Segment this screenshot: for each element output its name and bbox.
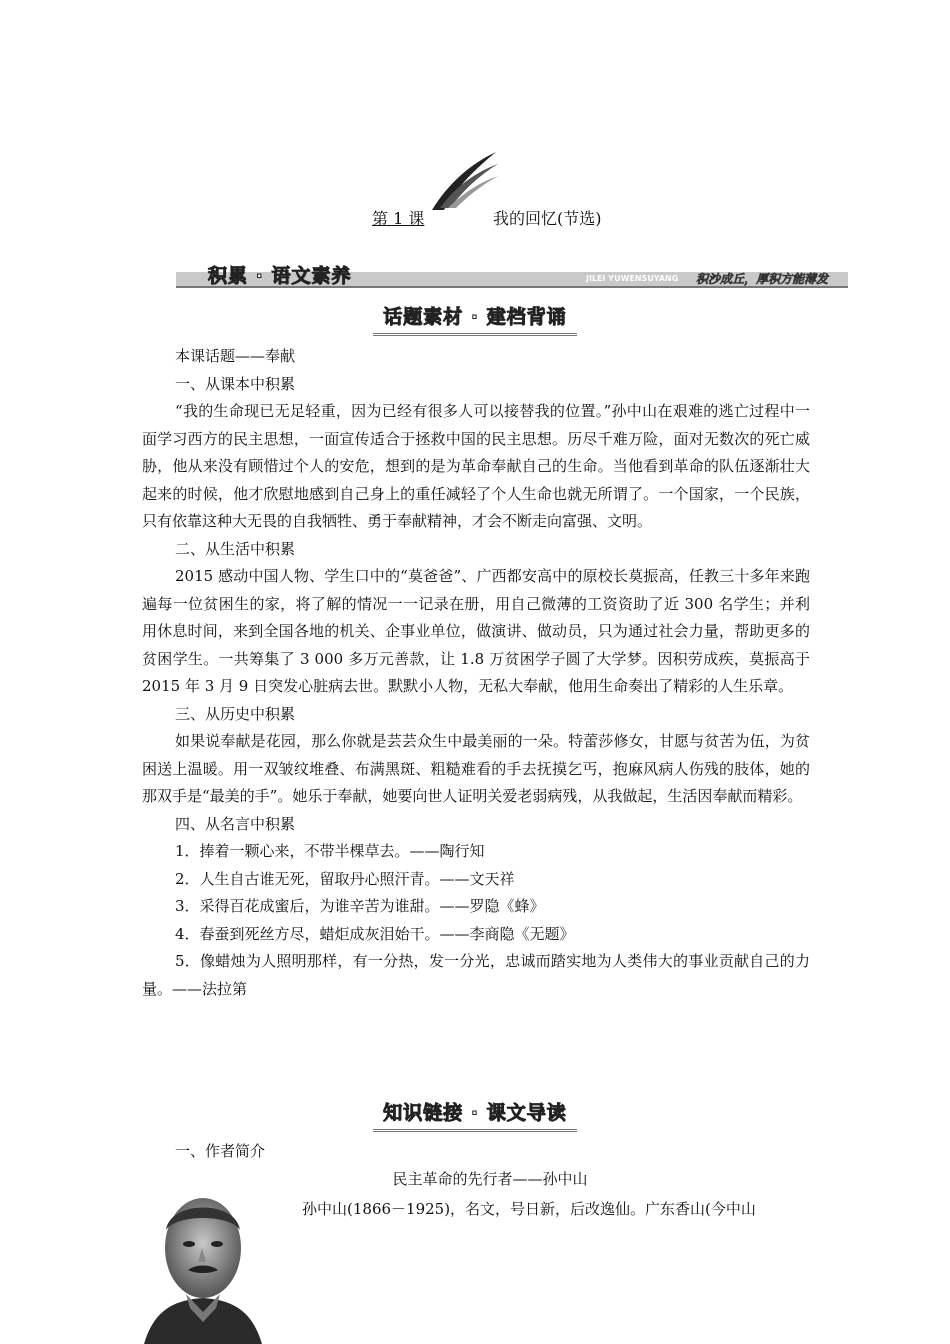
- section-heading-text: 知识链接 · 课文导读: [373, 1096, 576, 1132]
- swoosh-logo-icon: [430, 150, 500, 212]
- lesson-number: 第 1 课: [372, 209, 425, 228]
- section-guide-body: [142, 1138, 810, 1166]
- lesson-title: 我的回忆(节选): [493, 209, 602, 228]
- quote-item: 4．春蚕到死丝方尽，蜡炬成灰泪始干。——李商隐《无题》: [175, 924, 575, 943]
- paragraph: “我的生命现已无足轻重，因为已经有很多人可以接替我的位置。”孙中山在艰难的逃亡过程中一面学习西方的民主思想，一面宣传适合于拯救中国的民主思想。历尽千难万险，面对无数次的死亡威胁，他从来没有顾惜过个人的安危，想到的是为革命奉献自己的生命。当他看到革命的队伍逐渐壮大起来的时候，他才欣慰地感到自己身上的重任减轻了个人生命也就无所谓了。一个国家，一个民族，只有依靠这种大无畏的自我牺牲、勇于奉献精神，才会不断走向富强、文明。: [142, 402, 810, 530]
- subheading: 四、从名言中积累: [175, 814, 296, 833]
- topic-line: 本课话题——奉献: [175, 347, 296, 365]
- author-text: 孙中山(1866－1925)，名文，号日新，后改逸仙。广东香山(今中山: [302, 1200, 756, 1218]
- subheading: 一、从课本中积累: [175, 374, 296, 393]
- quote-item: 1．捧着一颗心来，不带半棵草去。——陶行知: [175, 842, 485, 860]
- subheading: 一、作者简介: [175, 1142, 266, 1160]
- banner-pinyin: JILEI YUWENSUYANG: [586, 274, 679, 283]
- section-heading-guide: [0, 1096, 950, 1132]
- section-heading-text: 话题素材 · 建档背诵: [373, 300, 576, 336]
- banner-main-label: 积累 · 语文素养: [208, 265, 352, 287]
- quote-item: 5．像蜡烛为人照明那样，有一分热，发一分光，忠诚而踏实地为人类伟大的事业贡献自己的力量。——法拉第: [142, 952, 810, 998]
- quote-item: 2．人生自古谁无死，留取丹心照汗青。——文天祥: [175, 869, 515, 888]
- section-heading-topic: [0, 300, 950, 336]
- section-topic-body: [142, 343, 810, 1003]
- subheading: 二、从生活中积累: [175, 539, 296, 558]
- lesson-title-row: [0, 206, 950, 230]
- author-title: 民主革命的先行者——孙中山: [392, 1170, 588, 1188]
- paragraph: 如果说奉献是花园，那么你就是芸芸众生中最美丽的一朵。特蕾莎修女，甘愿与贫苦为伍，为贫困送上温暖。用一双皱纹堆叠、布满黑斑、粗糙难看的手去抚摸乞丐，抱麻风病人伤残的肢体，她的那双手是“最美的手”。她乐于奉献，她要向世人证明关爱老弱病残，从我做起，生活因奉献而精彩。: [142, 732, 810, 805]
- section-banner: [176, 263, 848, 293]
- banner-slogan: 积沙成丘，厚积方能薄发: [696, 272, 829, 286]
- subheading: 三、从历史中积累: [175, 704, 296, 723]
- portrait-image: [144, 1190, 262, 1344]
- paragraph: 2015 感动中国人物、学生口中的“莫爸爸”、广西都安高中的原校长莫振高，任教三十多年来跑遍每一位贫困生的家，将了解的情况一一记录在册，用自己微薄的工资资助了近 300 名学生；并利用休息时间，来到全国各地的机关、企事业单位，做演讲、做动员，只为通过社会力量，帮助更多的贫困学生。一共筹集了 3 000 多万元善款，让 1.8 万贫困学子圆了大学梦。因积劳成疾，莫振高于 2015 年 3 月 9 日突发心脏病去世。默默小人物，无私大奉献，他用生命奏出了精彩的人生乐章。: [142, 567, 810, 695]
- quote-item: 3．采得百花成蜜后，为谁辛苦为谁甜。——罗隐《蜂》: [175, 897, 545, 915]
